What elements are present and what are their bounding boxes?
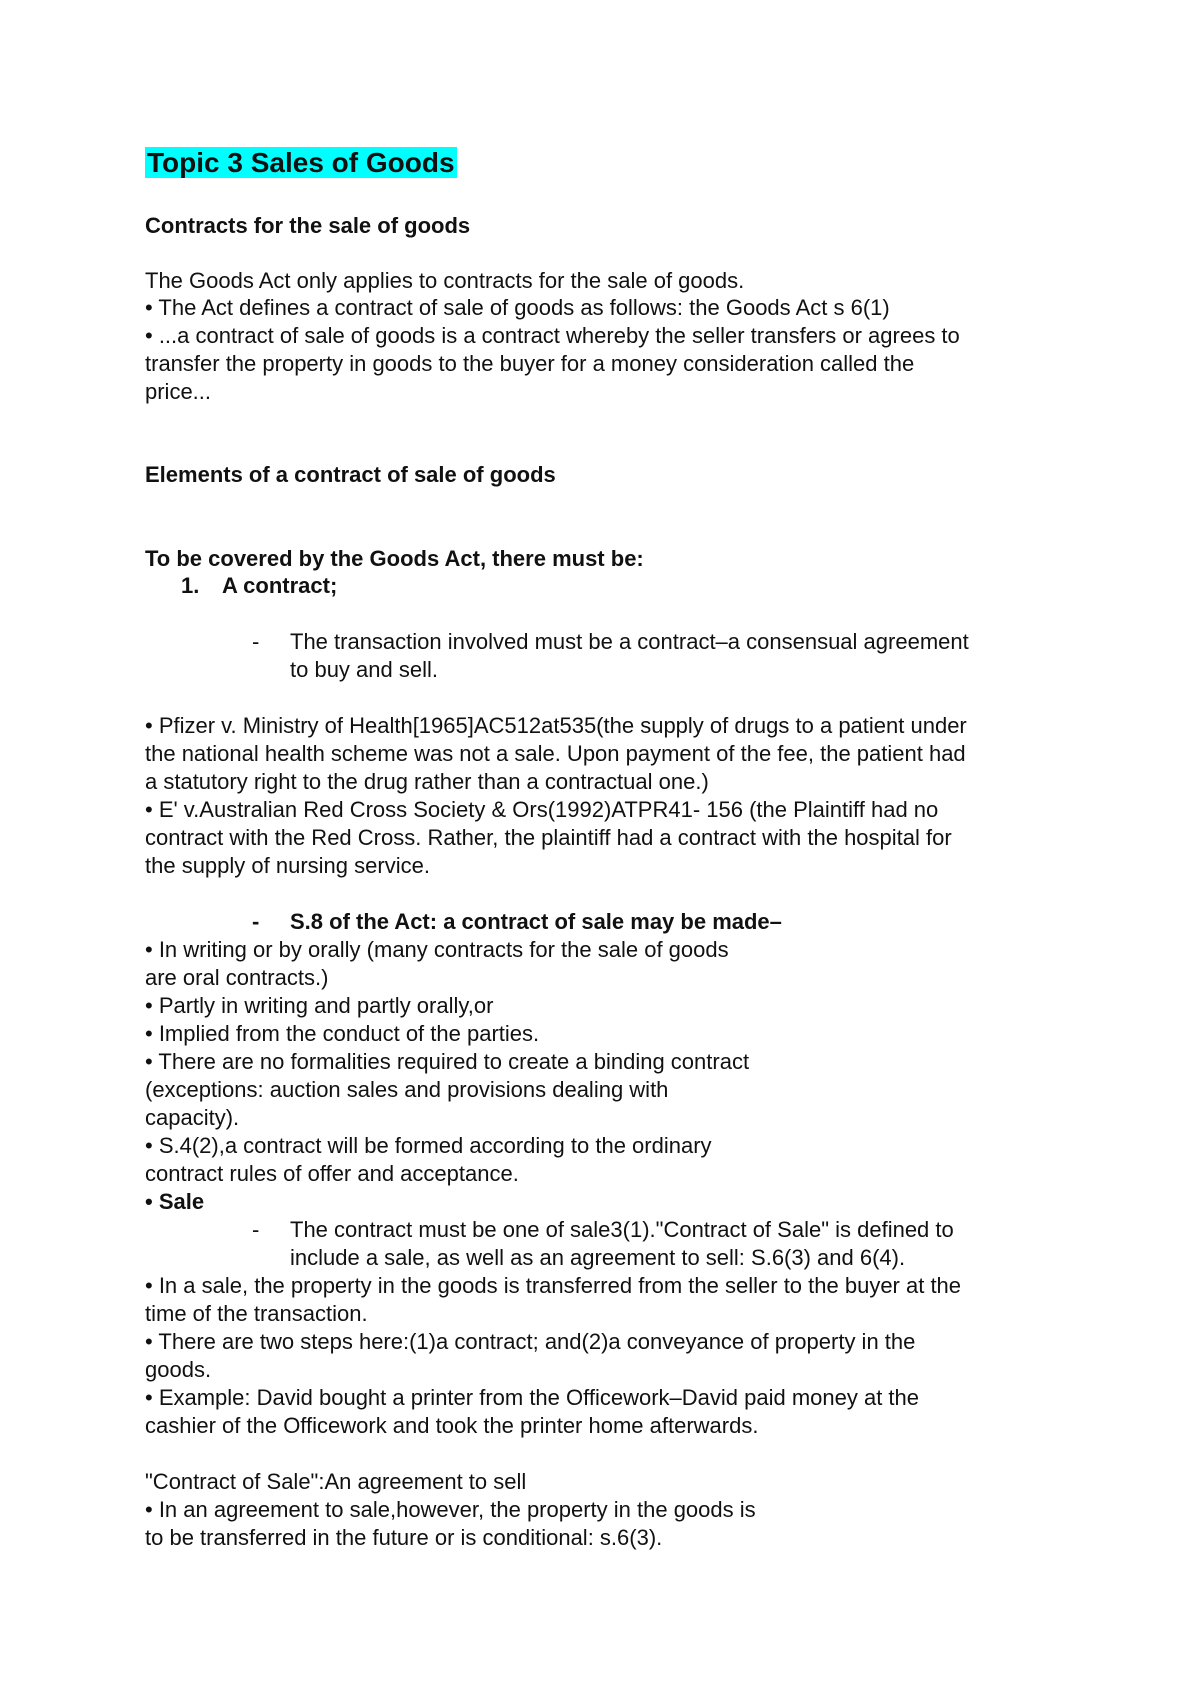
paragraph-line: capacity). bbox=[145, 1105, 240, 1130]
paragraph-line: the national health scheme was not a sale. Upon payment of the fee, the patient had bbox=[145, 741, 966, 766]
paragraph-line: price... bbox=[145, 379, 212, 404]
bullet-line: • ...a contract of sale of goods is a contract whereby the seller transfers or agrees to bbox=[145, 323, 960, 348]
paragraph-line: to buy and sell. bbox=[290, 657, 438, 682]
paragraph-line: to be transferred in the future or is conditional: s.6(3). bbox=[145, 1525, 663, 1550]
paragraph-line: are oral contracts.) bbox=[145, 965, 329, 990]
paragraph-line: contract with the Red Cross. Rather, the plaintiff had a contract with the hospital for bbox=[145, 825, 952, 850]
paragraph-line: cashier of the Officework and took the printer home afterwards. bbox=[145, 1413, 759, 1438]
list-item-number: 1. bbox=[181, 573, 200, 598]
dash-bullet: - bbox=[252, 1217, 260, 1242]
paragraph-line: include a sale, as well as an agreement to sell: S.6(3) and 6(4). bbox=[290, 1245, 906, 1270]
paragraph-line: contract rules of offer and acceptance. bbox=[145, 1161, 519, 1186]
bullet-line: • Partly in writing and partly orally,or bbox=[145, 993, 494, 1018]
paragraph-line: goods. bbox=[145, 1357, 212, 1382]
bullet-line: • In a sale, the property in the goods is transferred from the seller to the buyer at the bbox=[145, 1273, 962, 1298]
document-title: Topic 3 Sales of Goods bbox=[147, 147, 455, 178]
dash-bullet: - bbox=[252, 909, 260, 934]
paragraph-line: "Contract of Sale":An agreement to sell bbox=[145, 1469, 527, 1494]
bullet-line: • S.4(2),a contract will be formed according to the ordinary bbox=[145, 1133, 712, 1158]
bullet-line: • Pfizer v. Ministry of Health[1965]AC512at535(the supply of drugs to a patient under bbox=[145, 713, 967, 738]
bullet-line: • In writing or by orally (many contracts for the sale of goods bbox=[145, 937, 729, 962]
section-heading-contracts: Contracts for the sale of goods bbox=[145, 213, 471, 238]
list-item-label: A contract; bbox=[222, 573, 338, 598]
bullet-line: • Example: David bought a printer from the Officework–David paid money at the bbox=[145, 1385, 920, 1410]
paragraph-line: The transaction involved must be a contract–a consensual agreement bbox=[290, 629, 969, 654]
paragraph-line: time of the transaction. bbox=[145, 1301, 368, 1326]
paragraph-line: the supply of nursing service. bbox=[145, 853, 430, 878]
paragraph-line: transfer the property in goods to the buyer for a money consideration called the bbox=[145, 351, 915, 376]
paragraph-line: (exceptions: auction sales and provisions dealing with bbox=[145, 1077, 669, 1102]
section-heading-elements: Elements of a contract of sale of goods bbox=[145, 462, 556, 487]
sale-heading: • Sale bbox=[145, 1189, 205, 1214]
document-title-row bbox=[145, 146, 457, 180]
bullet-line: • There are no formalities required to create a binding contract bbox=[145, 1049, 750, 1074]
bullet-line: • In an agreement to sale,however, the property in the goods is bbox=[145, 1497, 756, 1522]
s8-heading: S.8 of the Act: a contract of sale may be made– bbox=[290, 909, 782, 934]
paragraph-line: a statutory right to the drug rather than a contractual one.) bbox=[145, 769, 709, 794]
paragraph-line: The Goods Act only applies to contracts for the sale of goods. bbox=[145, 268, 745, 293]
covered-heading: To be covered by the Goods Act, there must be: bbox=[145, 546, 644, 571]
bullet-line: • Implied from the conduct of the parties. bbox=[145, 1021, 540, 1046]
bullet-line: • E' v.Australian Red Cross Society & Ors(1992)ATPR41- 156 (the Plaintiff had no bbox=[145, 797, 939, 822]
bullet-line: • There are two steps here:(1)a contract; and(2)a conveyance of property in the bbox=[145, 1329, 916, 1354]
bullet-line: • The Act defines a contract of sale of goods as follows: the Goods Act s 6(1) bbox=[145, 295, 890, 320]
paragraph-line: The contract must be one of sale3(1)."Contract of Sale" is defined to bbox=[290, 1217, 954, 1242]
dash-bullet: - bbox=[252, 629, 260, 654]
